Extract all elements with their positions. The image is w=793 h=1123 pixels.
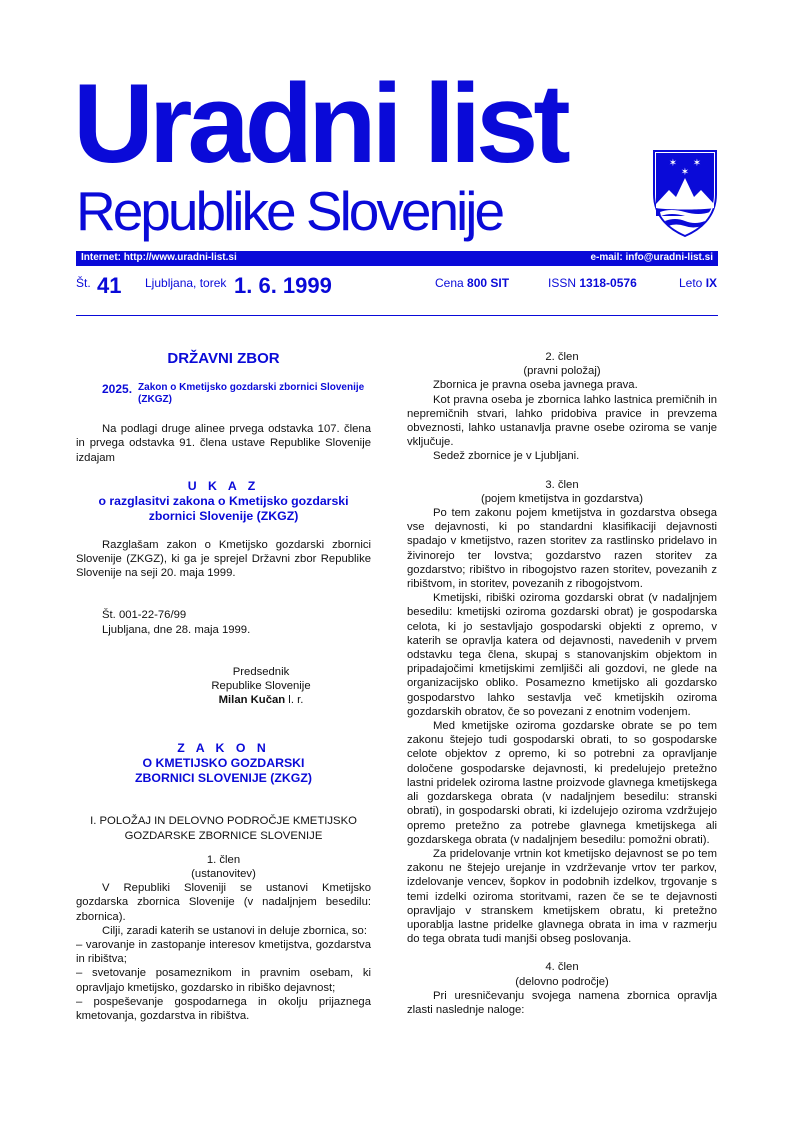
masthead-title: Uradni list <box>73 61 566 186</box>
act-title: Zakon o Kmetijsko gozdarski zbornici Slovenije (ZKGZ) <box>138 382 365 406</box>
svg-text:✶: ✶ <box>692 158 702 169</box>
issue-date: 1. 6. 1999 <box>234 273 332 298</box>
act-heading <box>76 382 371 406</box>
article-2-para1: Zbornica je pravna oseba javnega prava. <box>433 379 638 392</box>
issue-year: Leto IX <box>679 276 718 290</box>
article-1-para1: V Republiki Sloveniji se ustanovi Kmetijsko gozdarska zbornica Slovenije (v nadaljnjem besedilu: zbornica). <box>76 882 371 923</box>
section-title: DRŽAVNI ZBOR <box>167 350 280 367</box>
article-3-para2: Kmetijski, ribiški oziroma gozdarski obrat (v nadaljnjem besedilu: kmetijski oziroma gozdarski obrat) je gospodarska celota, ki jo sestavljajo gospodarski objekti z opremo, v katerih se opravlja katera od dejavnosti, navedenih v prvem odstavku tega člena, skupaj s stanovanjskim objektom in pripadajočimi kmetijskimi zemljišči ali gozdovi, ne glede na organizacijsko obliko. Posamezno kmetijsko ali gozdarsko gospodarstvo lahko sestavlja več kmetijskih oziroma gozdarskih obratov, če so povezani z enotnim vodenjem. <box>407 592 717 718</box>
ukaz-heading: U K A Z <box>187 478 260 493</box>
article-4-para1: Pri uresničevanju svojega namena zbornica opravlja zlasti naslednje naloge: <box>407 989 717 1016</box>
chapter-title: I. POLOŽAJ IN DELOVNO PODROČJE KMETIJSKO GOZDARSKE ZBORNICE SLOVENIJE <box>90 815 357 842</box>
internet-link[interactable]: Internet: http://www.uradni-list.si <box>81 252 237 263</box>
article-1-item3: – pospeševanje gospodarnega in okolju prijaznega kmetovanja, gozdarstva in ribištva. <box>76 995 371 1023</box>
masthead-subtitle: Republike Slovenije <box>76 180 503 242</box>
email-link[interactable]: e-mail: info@uradni-list.si <box>590 252 713 263</box>
svg-text:✶: ✶ <box>668 158 678 169</box>
issue-price: Cena 800 SIT <box>435 276 510 290</box>
act-number: 2025. <box>102 382 133 397</box>
article-1-item2: – svetovanje posameznikom in pravnim osebam, ki opravljajo kmetijsko, gozdarsko in ribiško dejavnost; <box>76 967 371 994</box>
issue-number: 41 <box>97 273 122 298</box>
signature-name: Milan Kučan l. r. <box>218 694 304 707</box>
left-column <box>76 350 371 1023</box>
contact-bar <box>76 251 718 266</box>
zakon-title: O KMETIJSKO GOZDARSKI ZBORNICI SLOVENIJE (ZKGZ) <box>135 756 312 786</box>
coat-of-arms-icon <box>651 148 719 238</box>
article-4-title: 4. člen <box>545 961 579 974</box>
ukaz-title: o razglasitvi zakona o Kmetijsko gozdarski zbornici Slovenije (ZKGZ) <box>98 493 349 523</box>
issue-place: Ljubljana, torek <box>145 276 227 290</box>
signature-role1: Predsednik <box>232 665 290 678</box>
header-divider <box>76 315 718 316</box>
article-3-subtitle: (pojem kmetijstva in gozdarstva) <box>481 492 643 505</box>
proclaim-text: Razglašam zakon o Kmetijsko gozdarski zbornici Slovenije (ZKGZ), ki ga je sprejel Državni zbor Republike Slovenije na seji 20. maja 1999. <box>76 538 371 580</box>
article-1-para2: Cilji, zaradi katerih se ustanovi in deluje zbornica, so: <box>102 924 367 937</box>
article-1-item1: – varovanje in zastopanje interesov kmetijstva, gozdarstva in ribištva; <box>76 939 371 966</box>
issue-issn: ISSN 1318-0576 <box>548 276 637 290</box>
article-2-para3: Sedež zbornice je v Ljubljani. <box>433 450 580 463</box>
issue-num-label: Št. <box>76 276 91 290</box>
article-3-title: 3. člen <box>545 478 579 491</box>
signature-role2: Republike Slovenije <box>211 680 311 693</box>
intro-text: Na podlagi druge alinee prvega odstavka 107. člena in prvega odstavka 91. člena ustave Republike Slovenije izdajam <box>76 423 371 464</box>
article-2-subtitle: (pravni položaj) <box>523 365 601 378</box>
article-3-para1: Po tem zakonu pojem kmetijstva in gozdarstva obsega vse dejavnosti, ki po standardni klasifikaciji dejavnosti spadajo v kmetijstvo, razen storitev za rastlinsko pridelavo in živinorejo ter lovstva; gozdarstvo razen storitev za gozdarstvo; ribištvo in ribogojstvo razen storitev, povezanih z ribištvom, in storitev, povezanih z ribogojstvom. <box>407 507 717 591</box>
article-2-para2: Kot pravna oseba je zbornica lahko lastnica premičnih in nepremičnih stvari, lahko pridobiva pravice in prevzema obveznosti, lahko ustanavlja pravne osebe oziroma se vanje vključuje. <box>407 393 717 449</box>
article-4-subtitle: (delovno področje) <box>515 975 609 988</box>
article-1-subtitle: (ustanovitev) <box>191 868 256 881</box>
article-3-para3: Med kmetijske oziroma gozdarske obrate se po tem zakonu štejejo tudi gospodarski obrati, to so gospodarske celote objektov z opremo, ki so potrebni za opravljanje določene gospodarske dejavnosti, ki predelujejo pretežno lastni pridelek oziroma lastne proizvode glavnega kmetijskega ali gozdarskega obrata (v nadaljnjem besedilu: stranski obrati), in gospodarski obrati, ki izdelujejo oziroma vzdržujejo opremo pretežno za potrebe glavnega kmetijskega ali gozdarskega obrata (v nadaljnjem besedilu: pomožni obrati). <box>407 720 717 846</box>
right-column <box>407 350 717 1017</box>
article-1-title: 1. člen <box>206 853 241 866</box>
ref-date: Ljubljana, dne 28. maja 1999. <box>102 623 251 636</box>
article-3-para4: Za pridelovanje vrtnin kot kmetijsko dejavnost se po tem zakonu ne štejejo urejanje in vzdrževanje vrtov ter parkov, izdelovanje vencev, šopkov in podobnih izdelkov, trgovanje s temi izdelki oziroma storitvami, razen če se te dejavnosti opravljajo v stranskem kmetijskem obratu, ki pretežno uporablja lastne pridelke glavnega obrata in ima v razmerju do tega obrata tudi manjši obseg poslovanja. <box>407 847 717 946</box>
ref-number: Št. 001-22-76/99 <box>102 609 187 622</box>
article-2-title: 2. člen <box>545 351 579 363</box>
zakon-heading: Z A K O N <box>177 741 270 756</box>
svg-text:✶: ✶ <box>680 167 690 178</box>
